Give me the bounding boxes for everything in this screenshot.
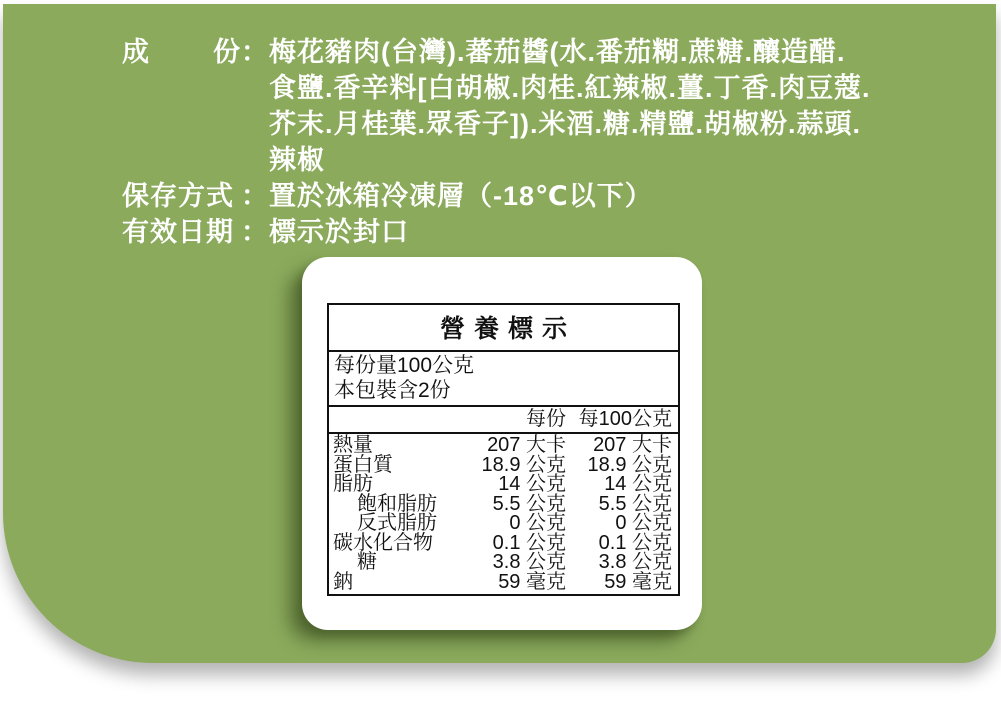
nutrient-per-100g: 3.8 公克 [598,551,672,573]
nutrient-per-100g: 5.5 公克 [598,492,672,515]
storage-label: 保存方式 [122,181,234,211]
nutrient-per-100g: 207 大卡 [593,434,672,456]
storage-colon: ： [241,181,269,211]
storage-row [122,178,952,214]
expiry-label: 有效日期 [122,217,234,247]
nutrient-per-serving: 14 公克 [498,473,566,495]
product-info-text [122,34,952,250]
nutrient-per-serving: 5.5 公克 [492,492,566,515]
ingredients-label [122,34,241,70]
nutrient-per-100g: 59 毫克 [604,570,672,593]
ingredients-line: 芥末.月桂葉.眾香子]).米酒.糖.精鹽.胡椒粉.蒜頭. [269,109,861,139]
ingredients-label-char-1: 成 [122,37,150,67]
nutrient-per-serving: 59 毫克 [498,570,566,593]
servings-per-pack-line: 本包裝含2份 [334,379,451,402]
nutrition-label-card [302,257,702,630]
nutrient-name: 熱量 [333,434,373,456]
nutrient-per-100g: 0 公克 [615,512,672,534]
nutrient-name: 糖 [357,551,377,573]
nutrition-table [327,303,680,596]
column-header-spacer [333,408,471,431]
table-row [333,475,672,495]
ingredients-value [269,34,952,178]
table-row [333,553,672,573]
ingredients-line: 食鹽.香辛料[白胡椒.肉桂.紅辣椒.薑.丁香.肉豆蔻. [269,73,871,103]
nutrient-name: 脂肪 [333,473,373,495]
serving-size-line: 每份量100公克 [334,354,475,377]
nutrient-name: 鈉 [333,570,353,593]
expiry-row [122,214,952,250]
serving-info [329,352,678,407]
nutrient-per-serving: 3.8 公克 [492,551,566,573]
column-header-per-100g: 每100公克 [578,408,672,430]
table-row [333,436,672,456]
table-row [333,514,672,534]
ingredients-colon: ： [241,37,269,67]
nutrient-per-serving: 18.9 公克 [481,453,566,476]
expiry-value: 標示於封口 [269,217,409,247]
nutrition-rows [329,434,678,594]
nutrient-per-serving: 0.1 公克 [492,531,566,554]
nutrient-per-serving: 207 大卡 [487,434,566,456]
ingredients-label-char-2: 份 [213,37,241,67]
nutrient-per-100g: 14 公克 [604,473,672,495]
nutrient-name: 蛋白質 [333,453,393,476]
table-row [333,570,672,593]
green-info-panel [3,4,996,663]
ingredients-row [122,34,952,178]
nutrition-column-headers [329,407,678,434]
ingredients-line: 梅花豬肉(台灣).蕃茄醬(水.番茄糊.蔗糖.釀造醋. [269,37,846,67]
nutrition-table-title: 營養標示 [329,305,678,352]
nutrient-per-100g: 18.9 公克 [587,453,672,476]
ingredients-line: 辣椒 [269,145,325,175]
column-header-per-serving: 每份 [526,408,566,430]
nutrient-name: 飽和脂肪 [357,492,437,515]
expiry-colon: ： [241,217,269,247]
nutrient-name: 反式脂肪 [357,512,437,534]
storage-value: 置於冰箱冷凍層（-18℃以下） [269,181,653,211]
nutrient-per-serving: 0 公克 [509,512,566,534]
nutrient-name: 碳水化合物 [333,531,433,554]
nutrient-per-100g: 0.1 公克 [598,531,672,554]
